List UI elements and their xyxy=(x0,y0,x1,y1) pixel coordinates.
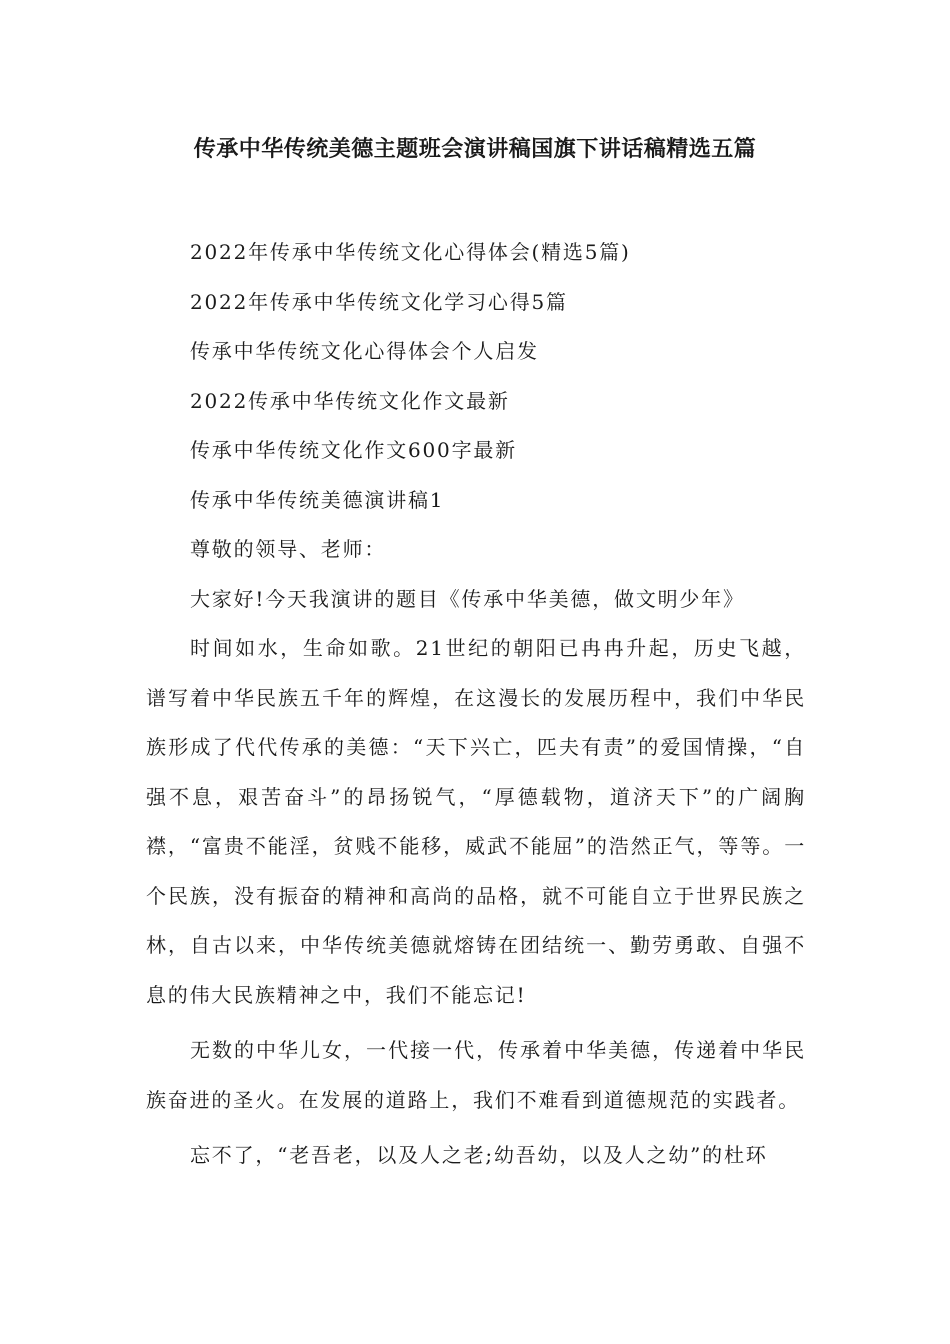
toc-item: 传承中华传统文化作文600字最新 xyxy=(190,438,517,462)
document-body xyxy=(146,228,806,1181)
toc-item: 2022传承中华传统文化作文最新 xyxy=(190,388,510,413)
body-paragraph: 时间如水，生命如歌。21世纪的朝阳已冉冉升起，历史飞越，谱写着中华民族五千年的辉煌，在这漫长的发展历程中，我们中华民族形成了代代传承的美德：“天下兴亡，匹夫有责”的爱国情操，“自强不息，艰苦奋斗”的昂扬锐气，“厚德载物，道济天下”的广阔胸襟，“富贵不能淫，贫贱不能移，威武不能屈”的浩然正气，等等。一个民族，没有振奋的精神和高尚的品格，就不可能自立于世界民族之林，自古以来，中华传统美德就熔铸在团结统一、勤劳勇敢、自强不息的伟大民族精神之中，我们不能忘记! xyxy=(146,636,806,1007)
toc-item: 2022年传承中华传统文化学习心得5篇 xyxy=(190,289,568,314)
salutation: 尊敬的领导、老师： xyxy=(190,537,387,561)
greeting: 大家好!今天我演讲的题目《传承中华美德，做文明少年》 xyxy=(190,586,745,611)
toc-item: 传承中华传统文化心得体会个人启发 xyxy=(190,339,539,363)
toc-item: 传承中华传统美德演讲稿1 xyxy=(190,487,445,512)
body-paragraph: 无数的中华儿女，一代接一代，传承着中华美德，传递着中华民族奋进的圣火。在发展的道路上，我们不难看到道德规范的实践者。 xyxy=(146,1038,806,1112)
body-paragraph: 忘不了，“老吾老，以及人之老;幼吾幼，以及人之幼”的杜环 xyxy=(190,1143,768,1167)
toc-item: 2022年传承中华传统文化心得体会(精选5篇) xyxy=(190,240,631,264)
document-title: 传承中华传统美德主题班会演讲稿国旗下讲话稿精选五篇 xyxy=(193,137,757,162)
